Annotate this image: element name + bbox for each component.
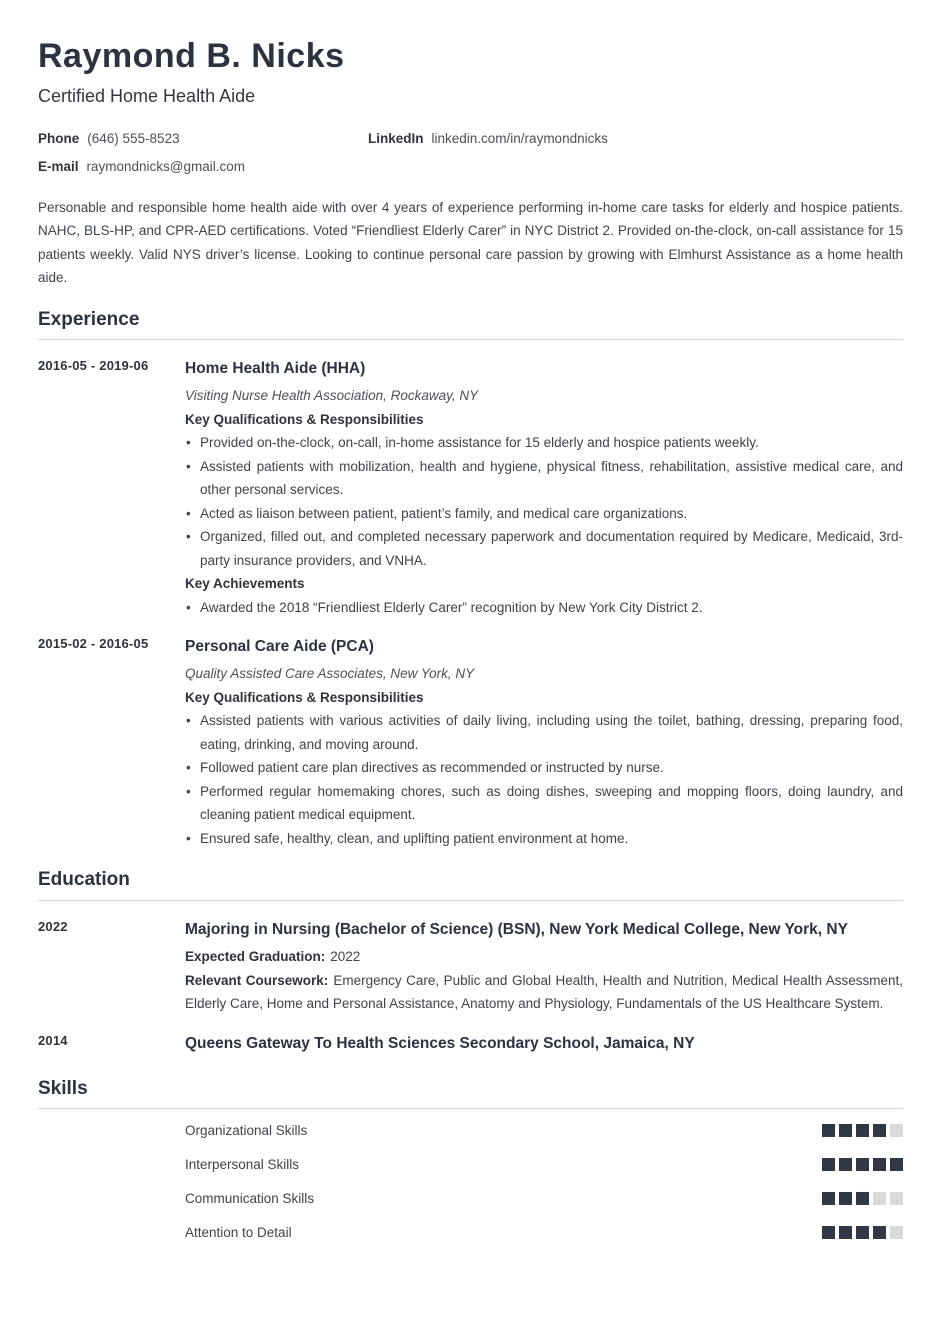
education-detail-label: Expected Graduation: (185, 949, 326, 965)
education-detail-text: 2022 (330, 949, 361, 965)
contact-phone-value: (646) 555-8523 (87, 130, 180, 146)
skill-square-filled (856, 1192, 869, 1205)
contact-linkedin-value: linkedin.com/in/raymondnicks (431, 130, 608, 146)
skill-square-filled (856, 1158, 869, 1171)
list-item: • Provided on-the-clock, on-call, in-home assistance for 15 elderly and hospice patients weekly. (185, 431, 903, 455)
skill-square-filled (873, 1158, 886, 1171)
list-item: • Assisted patients with various activities of daily living, including using the toilet, bathing, dressing, preparing food, eating, drinking, and moving around. (185, 709, 903, 756)
skill-level-indicator (822, 1192, 903, 1205)
experience-section (38, 308, 903, 851)
education-detail-label: Relevant Coursework: (185, 972, 329, 988)
resume-header (38, 36, 903, 174)
skill-square-filled (873, 1226, 886, 1239)
list-item: • Assisted patients with mobilization, health and hygiene, physical fitness, rehabilitation, assistive medical care, and other personal services. (185, 455, 903, 502)
experience-heading: Experience (38, 308, 140, 330)
list-item: • Awarded the 2018 “Friendliest Elderly Carer” recognition by New York City District 2. (185, 596, 903, 620)
contact-info (38, 131, 903, 174)
education-detail (185, 945, 903, 969)
education-school-title: Queens Gateway To Health Sciences Secondary School, Jamaica, NY (185, 1034, 695, 1052)
skill-square-filled (839, 1192, 852, 1205)
education-section (38, 868, 903, 1058)
experience-body (185, 632, 903, 850)
qualifications-list (185, 431, 903, 572)
education-dates: 2014 (38, 1032, 68, 1048)
section-divider (38, 900, 903, 901)
bullet-icon: • (186, 599, 191, 615)
skill-square-filled (890, 1158, 903, 1171)
list-item: • Followed patient care plan directives as recommended or instructed by nurse. (185, 756, 903, 780)
experience-body (185, 354, 903, 619)
skill-level-indicator (822, 1124, 903, 1137)
bullet-icon: • (186, 760, 191, 776)
education-heading: Education (38, 869, 130, 891)
skill-square-filled (856, 1124, 869, 1137)
professional-summary: Personable and responsible home health aide with over 4 years of experience performing in-home care tasks for elderly and hospice patients. NAHC, BLS-HP, and CPR-AED certifications. Voted “Friendliest Elderly Carer” in NYC District 2. Provided on-the-clock, on-call assistance for 15 patients weekly. Valid NYS driver’s license. Looking to continue personal care passion by growing with Elmhurst Assistance as a home health aide. (38, 199, 903, 286)
achievements-list (185, 596, 903, 620)
skill-row (38, 1123, 903, 1138)
experience-entry (38, 632, 903, 850)
skill-square-filled (873, 1124, 886, 1137)
skill-label: Communication Skills (185, 1191, 315, 1207)
achievements-heading: Key Achievements (185, 576, 305, 592)
skill-label: Organizational Skills (185, 1123, 308, 1139)
skill-square-filled (822, 1226, 835, 1239)
contact-linkedin-label: LinkedIn (368, 130, 424, 146)
contact-phone (38, 131, 368, 146)
education-degree-title: Majoring in Nursing (Bachelor of Science) (BSN), New York Medical College, New York, NY (185, 921, 848, 939)
experience-job-title: Home Health Aide (HHA) (185, 360, 366, 378)
list-item: • Acted as liaison between patient, patient’s family, and medical care organizations. (185, 502, 903, 526)
skill-square-empty (873, 1192, 886, 1205)
bullet-icon: • (186, 458, 191, 474)
education-detail-text: Emergency Care, Public and Global Health, Health and Nutrition, Medical Health Assessment, Elderly Care, Home and Personal Assistance, Anatomy and Physiology, Fundamentals of the US Healthcare System. (185, 972, 903, 1012)
qualifications-heading: Key Qualifications & Responsibilities (185, 411, 424, 427)
skill-square-filled (822, 1192, 835, 1205)
contact-linkedin (368, 131, 903, 146)
skill-square-filled (839, 1158, 852, 1171)
skills-heading: Skills (38, 1077, 88, 1099)
qualifications-list (185, 709, 903, 850)
skill-level-indicator (822, 1226, 903, 1239)
skill-level-indicator (822, 1158, 903, 1171)
contact-email-value: raymondnicks@gmail.com (86, 158, 246, 174)
skill-square-filled (822, 1124, 835, 1137)
skill-square-empty (890, 1192, 903, 1205)
skill-row (38, 1157, 903, 1172)
skill-square-filled (822, 1158, 835, 1171)
experience-company: Visiting Nurse Health Association, Rockaway, NY (185, 388, 479, 404)
skill-label: Attention to Detail (185, 1225, 292, 1241)
experience-dates: 2015-02 - 2016-05 (38, 636, 149, 652)
contact-email-label: E-mail (38, 158, 79, 174)
experience-dates: 2016-05 - 2019-06 (38, 358, 149, 374)
section-divider (38, 1108, 903, 1109)
skill-label: Interpersonal Skills (185, 1157, 300, 1173)
bullet-icon: • (186, 783, 191, 799)
education-detail (185, 969, 903, 1016)
education-entry (38, 1029, 903, 1059)
skill-square-empty (890, 1124, 903, 1137)
bullet-icon: • (186, 529, 191, 545)
bullet-icon: • (186, 435, 191, 451)
skill-row (38, 1225, 903, 1240)
skills-section (38, 1077, 903, 1241)
education-body (185, 915, 903, 1016)
education-dates: 2022 (38, 919, 68, 935)
skill-square-filled (839, 1226, 852, 1239)
qualifications-heading: Key Qualifications & Responsibilities (185, 689, 424, 705)
skill-square-filled (856, 1226, 869, 1239)
person-job-title: Certified Home Health Aide (38, 85, 256, 106)
bullet-icon: • (186, 830, 191, 846)
bullet-icon: • (186, 505, 191, 521)
skill-square-filled (839, 1124, 852, 1137)
education-body (185, 1029, 903, 1059)
section-divider (38, 339, 903, 340)
list-item: • Organized, filled out, and completed necessary paperwork and documentation required by Medicare, Medicaid, 3rd-party insurance providers, and VNHA. (185, 525, 903, 572)
list-item: • Ensured safe, healthy, clean, and uplifting patient environment at home. (185, 827, 903, 851)
list-item: • Performed regular homemaking chores, such as doing dishes, sweeping and mopping floors, doing laundry, and cleaning patient medical equipment. (185, 780, 903, 827)
contact-email (38, 159, 368, 174)
experience-entry (38, 354, 903, 619)
contact-phone-label: Phone (38, 130, 80, 146)
experience-job-title: Personal Care Aide (PCA) (185, 638, 374, 656)
person-name: Raymond B. Nicks (38, 37, 345, 75)
bullet-icon: • (186, 713, 191, 729)
skill-row (38, 1191, 903, 1206)
education-entry (38, 915, 903, 1016)
experience-company: Quality Assisted Care Associates, New York, NY (185, 666, 475, 682)
skill-square-empty (890, 1226, 903, 1239)
